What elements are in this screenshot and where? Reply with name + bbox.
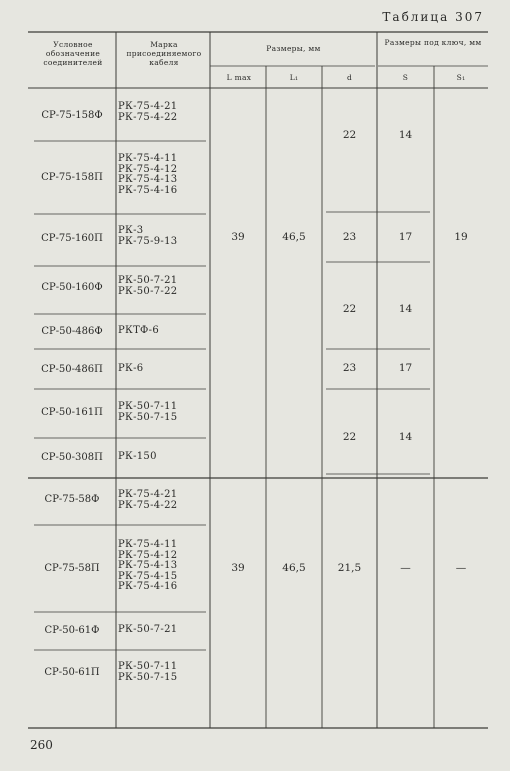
header-dimensions: Размеры, мм xyxy=(266,44,321,53)
cable-mark: РК-75-4-11 РК-75-4-12 РК-75-4-13 РК-75-4-15 РК-75-4-16 xyxy=(118,539,178,592)
cable-mark: РК-75-4-21 РК-75-4-22 xyxy=(118,101,178,123)
header-d: d xyxy=(346,73,353,82)
header-lmax: L max xyxy=(226,73,252,82)
d-value: 23 xyxy=(342,362,357,374)
connector-name: СР-50-61П xyxy=(44,667,100,678)
d-value: 22 xyxy=(342,431,357,443)
cable-mark: РК-75-4-11 РК-75-4-12 РК-75-4-13 РК-75-4-16 xyxy=(118,153,178,196)
s-value: 17 xyxy=(398,231,413,243)
s-value: 14 xyxy=(398,129,413,141)
connector-name: СР-50-486П xyxy=(41,364,103,375)
cable-mark: РК-150 xyxy=(118,451,157,462)
header-s: S xyxy=(402,73,409,82)
header-cable: Марка присоединяемого кабеля xyxy=(126,40,202,67)
connector-name: СР-75-160П xyxy=(41,233,103,244)
s-value: — xyxy=(400,562,411,574)
connector-name: СР-50-308П xyxy=(41,452,103,463)
lmax-value: 39 xyxy=(231,562,245,574)
cable-mark: РК-6 xyxy=(118,363,144,374)
d-value: 21,5 xyxy=(337,562,362,574)
d-value: 23 xyxy=(342,231,357,243)
d-value: 22 xyxy=(342,129,357,141)
page-number: 260 xyxy=(30,738,53,752)
connector-name: СР-50-161П xyxy=(41,407,103,418)
cable-mark: РК-3 РК-75-9-13 xyxy=(118,225,178,247)
s-value: 14 xyxy=(398,431,413,443)
header-l1: L₁ xyxy=(289,73,299,82)
cable-mark: РК-50-7-11 РК-50-7-15 xyxy=(118,661,178,683)
lmax-value: 39 xyxy=(231,231,245,243)
d-value: 22 xyxy=(342,303,357,315)
header-connector: Условное обозначение соединителей xyxy=(43,40,103,67)
header-wrench: Размеры под ключ, мм xyxy=(384,38,482,47)
connector-name: СР-50-486Ф xyxy=(41,326,103,337)
table-caption: Таблица 307 xyxy=(382,10,484,24)
s-value: 17 xyxy=(398,362,413,374)
connector-name: СР-75-58П xyxy=(44,563,100,574)
s1-value: 19 xyxy=(454,231,468,243)
connector-name: СР-75-58Ф xyxy=(44,494,100,505)
cable-mark: РК-75-4-21 РК-75-4-22 xyxy=(118,489,178,511)
cable-mark: РК-50-7-11 РК-50-7-15 xyxy=(118,401,178,423)
l1-value: 46,5 xyxy=(282,562,306,574)
connector-name: СР-50-160Ф xyxy=(41,282,103,293)
cable-mark: РК-50-7-21 xyxy=(118,624,178,635)
cable-mark: РК-50-7-21 РК-50-7-22 xyxy=(118,275,178,297)
s-value: 14 xyxy=(398,303,413,315)
header-s1: S₁ xyxy=(456,73,466,82)
connector-name: СР-75-158Ф xyxy=(41,110,103,121)
connector-name: СР-50-61Ф xyxy=(44,625,100,636)
l1-value: 46,5 xyxy=(282,231,306,243)
cable-mark: РКТФ-6 xyxy=(118,325,159,336)
connector-name: СР-75-158П xyxy=(41,172,103,183)
s1-value: — xyxy=(455,562,467,574)
